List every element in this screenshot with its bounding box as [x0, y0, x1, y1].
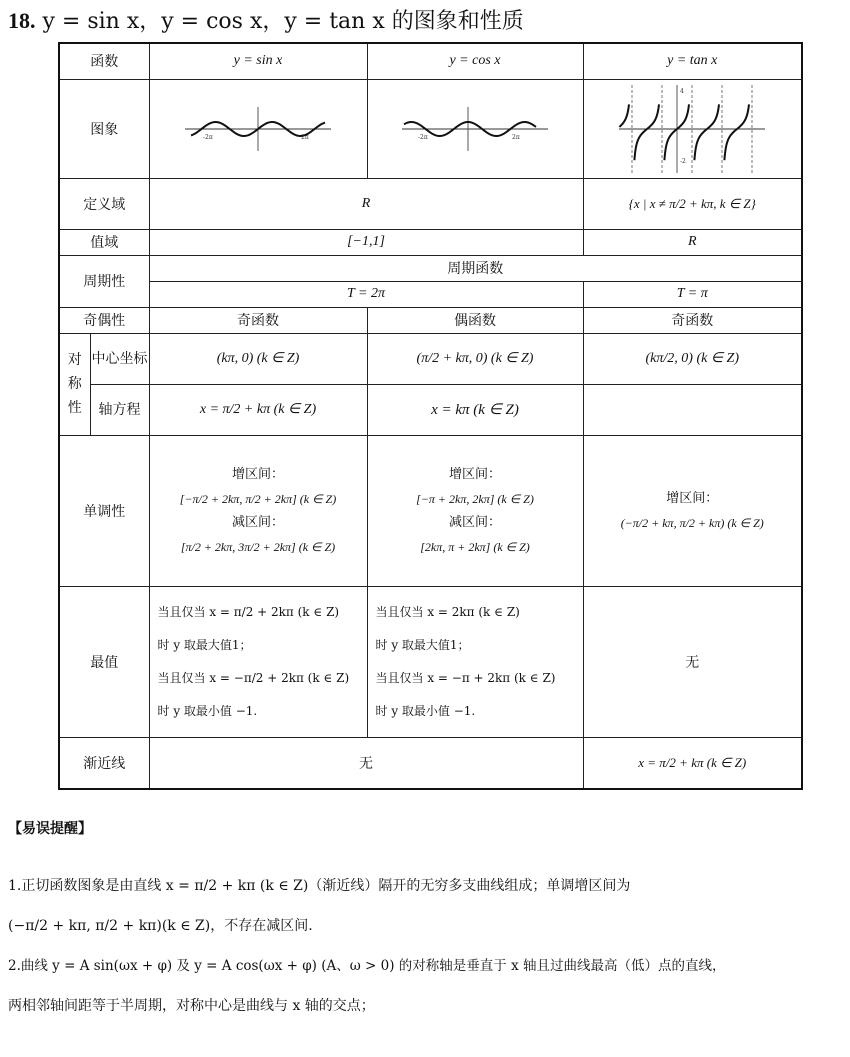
center-tan: (kπ/2, 0) (k ∈ Z)	[583, 333, 802, 384]
error-reminder-section	[8, 818, 844, 1026]
extreme-row	[59, 586, 802, 737]
parity-tan: 奇函数	[583, 307, 802, 333]
decrease-label: 减区间：	[448, 514, 501, 530]
graph-row	[59, 79, 802, 178]
period-tan: T = π	[583, 281, 802, 307]
monotonic-cos	[367, 435, 583, 586]
symmetry-label-char: 性	[67, 400, 82, 416]
sin-increase-interval: [−π/2 + 2kπ, π/2 + 2kπ] (k ∈ Z)	[179, 491, 337, 506]
period-row-bottom	[59, 281, 802, 307]
cos-increase-interval: [−π + 2kπ, 2kπ] (k ∈ Z)	[416, 491, 534, 506]
extreme-sin-line: 当且仅当 x = −π/2 + 2kπ (k ∈ Z)	[157, 670, 350, 685]
section-title	[8, 4, 524, 35]
parity-row	[59, 307, 802, 333]
reminder-heading: 【易误提醒】	[8, 821, 92, 837]
svg-text:-2π: -2π	[418, 133, 428, 141]
extreme-label: 最值	[59, 586, 149, 737]
asymptote-label: 渐近线	[59, 737, 149, 789]
cos-decrease-interval: [2kπ, π + 2kπ] (k ∈ Z)	[420, 539, 530, 554]
monotonic-label: 单调性	[59, 435, 149, 586]
monotonic-tan	[583, 435, 802, 586]
extreme-sin-line: 时 y 取最大值1；	[157, 637, 252, 652]
extreme-cos	[367, 586, 583, 737]
increase-label: 增区间：	[231, 466, 284, 482]
increase-label: 增区间：	[666, 490, 719, 506]
axis-tan	[583, 384, 802, 435]
tan-increase-interval: (−π/2 + kπ, π/2 + kπ) (k ∈ Z)	[620, 515, 764, 530]
parity-sin: 奇函数	[149, 307, 367, 333]
symmetry-center-row	[59, 333, 802, 384]
monotonic-sin	[149, 435, 367, 586]
center-cos: (π/2 + kπ, 0) (k ∈ Z)	[367, 333, 583, 384]
svg-text:2π: 2π	[512, 133, 520, 141]
symmetry-axis-row	[59, 384, 802, 435]
reminder-item-1: 1.正切函数图象是由直线 x = π/2 + kπ (k ∈ Z)（渐近线）隔开的无穷多支曲线组成；单调增区间为	[8, 878, 631, 894]
svg-text:4: 4	[680, 87, 685, 95]
parity-cos: 偶函数	[367, 307, 583, 333]
axis-sin: x = π/2 + kπ (k ∈ Z)	[149, 384, 367, 435]
range-row	[59, 229, 802, 255]
extreme-cos-line: 当且仅当 x = 2kπ (k ∈ Z)	[375, 604, 520, 619]
range-label: 值域	[59, 229, 149, 255]
header-row	[59, 43, 802, 79]
header-sin: y = sin x	[149, 43, 367, 79]
extreme-cos-line: 当且仅当 x = −π + 2kπ (k ∈ Z)	[375, 670, 556, 685]
header-cos: y = cos x	[367, 43, 583, 79]
domain-row	[59, 178, 802, 229]
asymptote-row	[59, 737, 802, 789]
header-label: 函数	[59, 43, 149, 79]
tan-curve-plot	[617, 83, 767, 175]
period-row-top	[59, 255, 802, 281]
domain-tan: {x | x ≠ π/2 + kπ, k ∈ Z}	[583, 178, 802, 229]
reminder-item-2: 2.曲线 y = A sin(ωx + φ) 及 y = A cos(ωx + φ) (A、ω > 0) 的对称轴是垂直于 x 轴且过曲线最高（低）点的直线，	[8, 958, 726, 974]
asymptote-sincos: 无	[149, 737, 583, 789]
cos-curve-plot	[400, 99, 550, 159]
increase-label: 增区间：	[448, 466, 501, 482]
reminder-item-1-cont: (−π/2 + kπ, π/2 + kπ)(k ∈ Z)，不存在减区间.	[8, 918, 313, 934]
range-sincos: [−1,1]	[149, 229, 583, 255]
section-number: 18.	[8, 8, 36, 33]
svg-text:-2: -2	[680, 157, 687, 165]
header-tan: y = tan x	[583, 43, 802, 79]
range-tan: R	[583, 229, 802, 255]
reminder-item-2-cont: 两相邻轴间距等于半周期，对称中心是曲线与 x 轴的交点；	[8, 998, 375, 1014]
svg-text:-2π: -2π	[203, 133, 213, 141]
center-sin: (kπ, 0) (k ∈ Z)	[149, 333, 367, 384]
trig-properties-table	[58, 42, 803, 790]
period-label: 周期性	[59, 255, 149, 307]
symmetry-label	[59, 333, 90, 435]
extreme-cos-line: 时 y 取最大值1；	[375, 637, 470, 652]
decrease-label: 减区间：	[231, 514, 284, 530]
axis-label: 轴方程	[90, 384, 149, 435]
extreme-sin-line: 时 y 取最小值 −1.	[157, 703, 258, 718]
svg-text:2π: 2π	[301, 133, 309, 141]
period-all: 周期函数	[149, 255, 802, 281]
sin-decrease-interval: [π/2 + 2kπ, 3π/2 + 2kπ] (k ∈ Z)	[180, 539, 336, 554]
domain-label: 定义域	[59, 178, 149, 229]
parity-label: 奇偶性	[59, 307, 149, 333]
domain-sincos: R	[149, 178, 583, 229]
axis-cos: x = kπ (k ∈ Z)	[367, 384, 583, 435]
tan-graph	[583, 79, 802, 178]
sin-graph	[149, 79, 367, 178]
sin-curve-plot	[183, 99, 333, 159]
symmetry-label-char: 对	[67, 352, 82, 368]
graph-label: 图象	[59, 79, 149, 178]
extreme-tan: 无	[583, 586, 802, 737]
asymptote-tan: x = π/2 + kπ (k ∈ Z)	[583, 737, 802, 789]
extreme-sin-line: 当且仅当 x = π/2 + 2kπ (k ∈ Z)	[157, 604, 340, 619]
monotonic-row	[59, 435, 802, 586]
extreme-sin	[149, 586, 367, 737]
cos-graph	[367, 79, 583, 178]
period-sincos: T = 2π	[149, 281, 583, 307]
extreme-cos-line: 时 y 取最小值 −1.	[375, 703, 476, 718]
center-label: 中心坐标	[90, 333, 149, 384]
symmetry-label-char: 称	[67, 376, 82, 392]
section-title-text: y = sin x，y = cos x，y = tan x 的图象和性质	[42, 9, 524, 34]
